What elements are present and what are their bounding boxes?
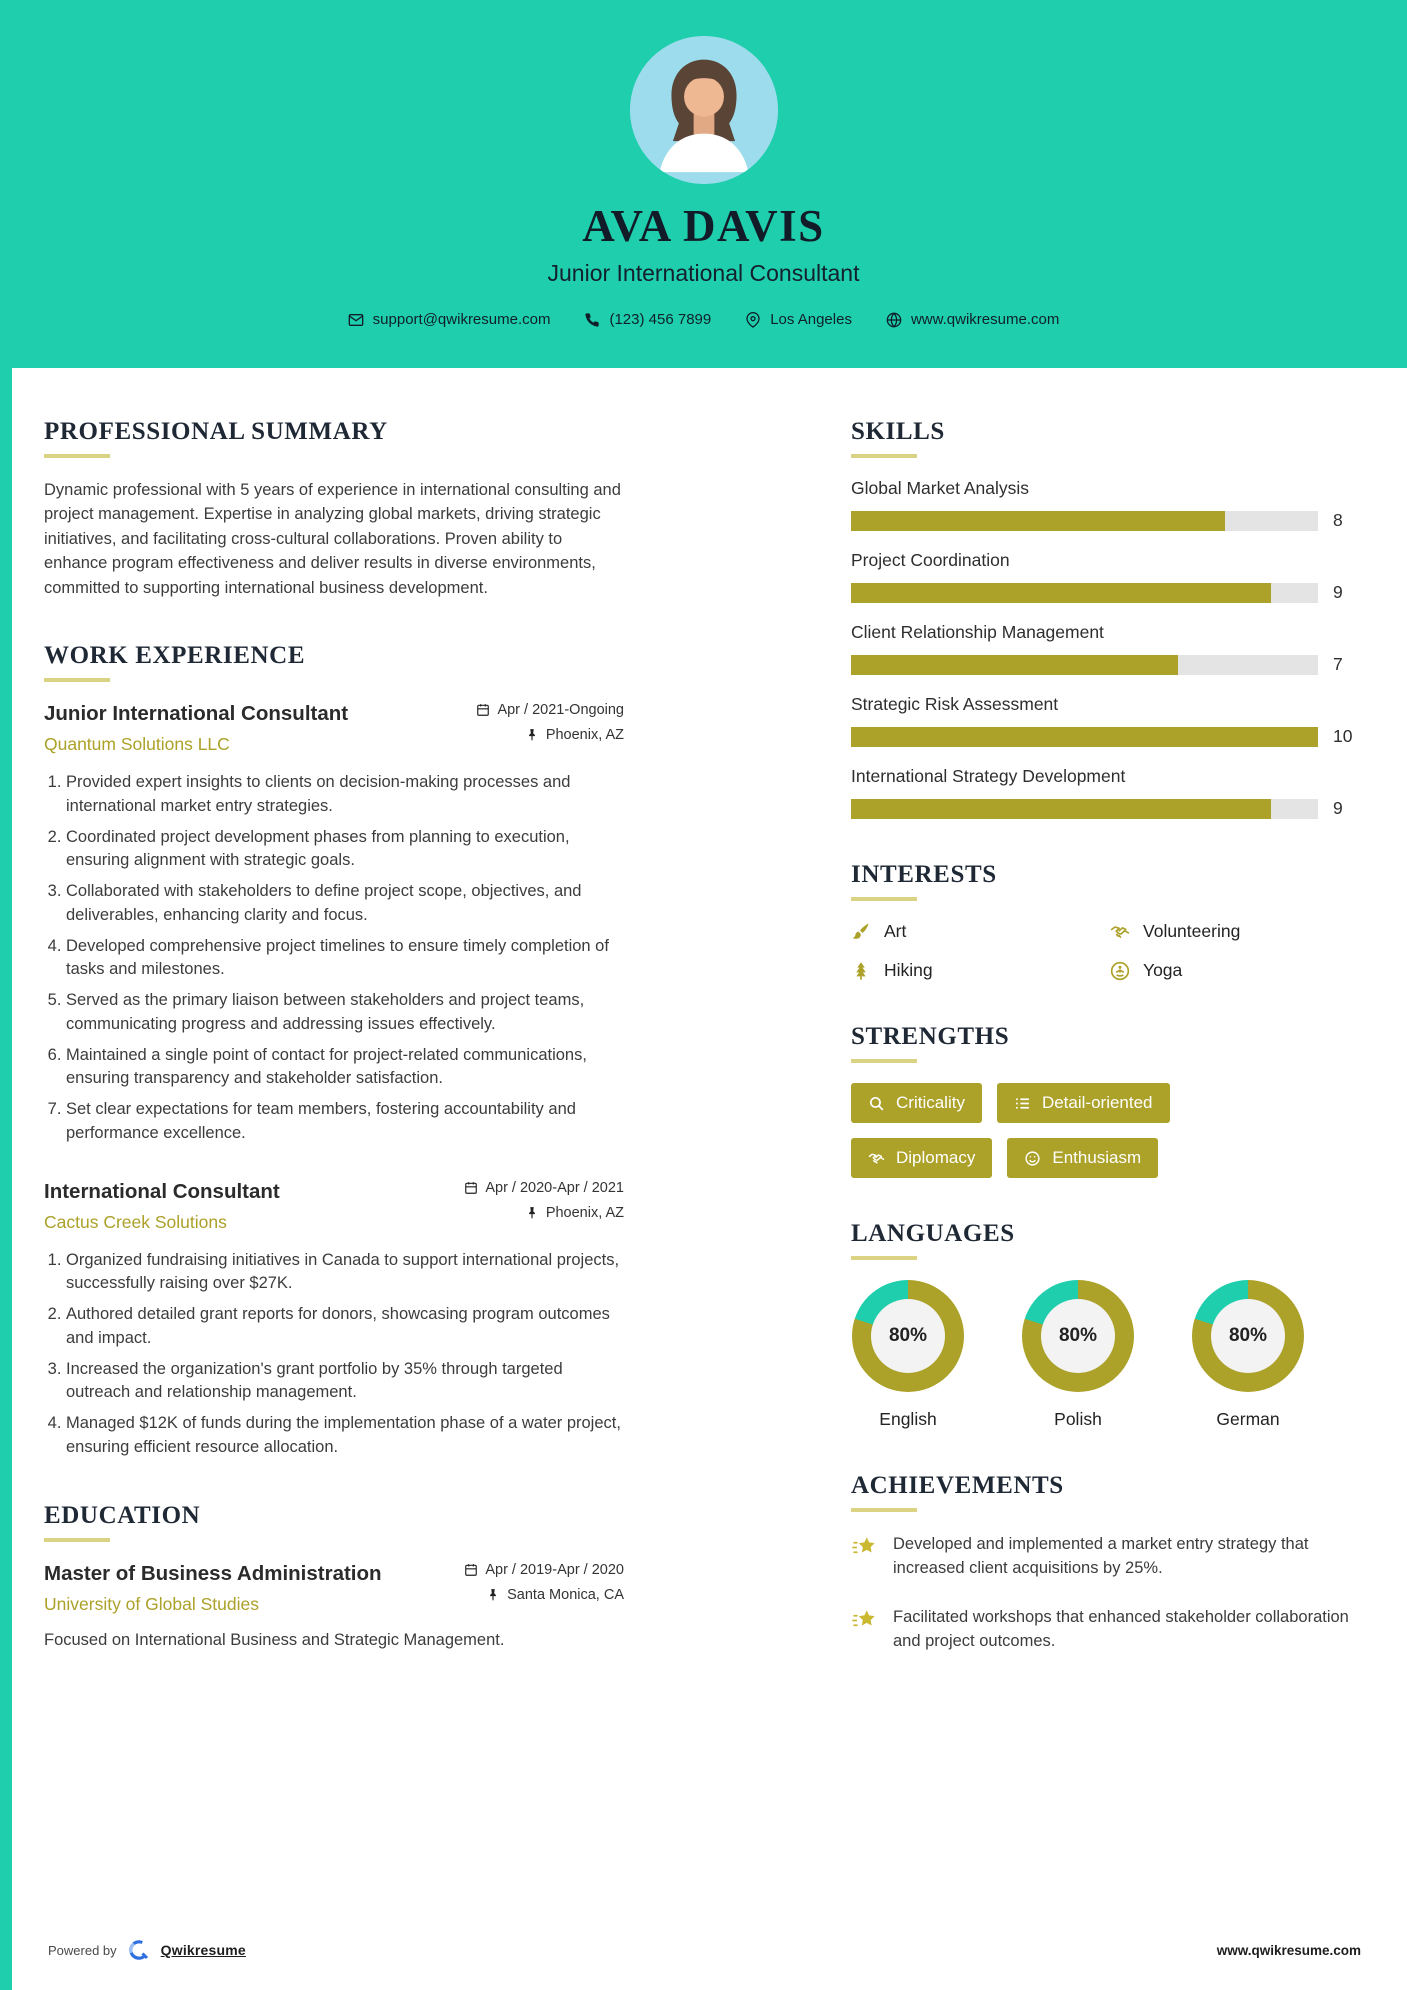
education-meta (464, 1562, 624, 1615)
job-location (464, 1205, 624, 1221)
achievements-heading: ACHIEVEMENTS (851, 1472, 1064, 1499)
job-title-block (44, 702, 348, 755)
heading-rule (851, 454, 917, 458)
job-company: Quantum Solutions LLC (44, 734, 230, 755)
skill-name: Project Coordination (851, 550, 1010, 570)
summary-heading: PROFESSIONAL SUMMARY (44, 418, 388, 445)
calendar-icon (464, 1563, 478, 1577)
heading-rule (44, 678, 110, 682)
job-dates-text: Apr / 2021-Ongoing (497, 702, 624, 719)
skill-item (851, 622, 1359, 675)
bullet: 3. Increased the organization's grant portfolio by 35% through targeted outreach and relationship management. (66, 1358, 624, 1406)
strength-label: Criticality (896, 1093, 965, 1112)
job-entry (44, 702, 624, 1146)
languages-heading: LANGUAGES (851, 1220, 1015, 1247)
skill-score: 8 (1333, 510, 1343, 530)
header (0, 0, 1407, 368)
skill-name: Global Market Analysis (851, 478, 1029, 498)
pine-tree-icon (851, 961, 871, 981)
bullet: 1. Organized fundraising initiatives in Canada to support international projects, successfully raising over $27K. (66, 1249, 624, 1297)
job-title-block (44, 1180, 280, 1233)
yoga-icon (1110, 961, 1130, 981)
interest-label: Volunteering (1143, 921, 1241, 941)
left-column (44, 418, 624, 1918)
language-name: English (879, 1409, 937, 1429)
language-english (851, 1280, 965, 1430)
brand-name[interactable]: Qwikresume (160, 1942, 246, 1958)
education-dates-text: Apr / 2019-Apr / 2020 (485, 1561, 624, 1578)
bullet: 1. Provided expert insights to clients on decision-making processes and international market entry strategies. (66, 771, 624, 819)
skill-score: 9 (1333, 582, 1343, 602)
achievement-text: Developed and implemented a market entry strategy that increased client acquisitions by 25%. (893, 1535, 1309, 1578)
strengths-row (851, 1083, 1359, 1123)
skill-score: 7 (1333, 654, 1343, 674)
interest-art (851, 921, 1100, 942)
section-strengths (851, 1023, 1359, 1178)
skill-score: 10 (1333, 726, 1353, 746)
job-location-text: Phoenix, AZ (545, 727, 624, 744)
contact-email-text: support@qwikresume.com (372, 311, 551, 328)
language-percent: 80% (871, 1299, 945, 1373)
skill-item (851, 694, 1359, 747)
interest-label: Yoga (1143, 960, 1183, 980)
contact-location (745, 311, 852, 328)
school-name: University of Global Studies (44, 1593, 259, 1614)
degree-title: Master of Business Administration (44, 1561, 382, 1585)
shooting-star-icon (851, 1534, 878, 1561)
job-bullets (44, 771, 624, 1146)
heading-rule (851, 1059, 917, 1063)
heading-rule (44, 454, 110, 458)
skill-track (851, 511, 1318, 531)
bullet: 2. Authored detailed grant reports for donors, showcasing program outcomes and impact. (66, 1303, 624, 1351)
education-location-text: Santa Monica, CA (507, 1586, 624, 1603)
handshake-icon (868, 1150, 885, 1167)
bullet: 4. Managed $12K of funds during the implementation phase of a water project, ensuring efficient resource allocation. (66, 1412, 624, 1460)
language-donut (852, 1280, 964, 1392)
language-name: Polish (1054, 1409, 1102, 1429)
skill-fill (851, 583, 1271, 603)
skill-item (851, 550, 1359, 603)
languages-row (851, 1280, 1359, 1430)
heading-rule (851, 897, 917, 901)
heading-rule (851, 1508, 917, 1512)
section-languages (851, 1220, 1359, 1430)
bullet: 6. Maintained a single point of contact for project-related communications, ensuring transparency and stakeholder satisfaction. (66, 1044, 624, 1092)
section-summary (44, 418, 624, 600)
section-education (44, 1502, 624, 1650)
left-accent-strip (0, 0, 12, 1990)
pushpin-icon (525, 1206, 539, 1220)
contact-website-text: www.qwikresume.com (910, 311, 1060, 328)
paintbrush-icon (851, 922, 871, 942)
job-location (476, 727, 624, 743)
interest-yoga (1110, 960, 1359, 981)
skill-fill (851, 799, 1271, 819)
contact-phone[interactable] (584, 311, 711, 328)
footer-brand[interactable] (48, 1938, 246, 1962)
search-icon (868, 1095, 885, 1112)
candidate-title: Junior International Consultant (547, 260, 860, 286)
job-title: International Consultant (44, 1179, 280, 1203)
job-dates-text: Apr / 2020-Apr / 2021 (485, 1179, 624, 1196)
heading-rule (851, 1256, 917, 1260)
achievement-item (851, 1605, 1359, 1654)
language-donut (1192, 1280, 1304, 1392)
achievement-item (851, 1532, 1359, 1581)
footer-website[interactable]: www.qwikresume.com (1216, 1942, 1361, 1958)
language-percent: 80% (1041, 1299, 1115, 1373)
section-interests (851, 861, 1359, 981)
job-dates (476, 702, 624, 718)
section-achievements (851, 1472, 1359, 1653)
content (0, 368, 1407, 1918)
skill-bar (851, 798, 1359, 819)
skill-track (851, 583, 1318, 603)
job-dates (464, 1180, 624, 1196)
qwikresume-logo-icon (127, 1938, 151, 1962)
contact-email[interactable] (348, 311, 551, 328)
skill-score: 9 (1333, 798, 1343, 818)
achievement-text: Facilitated workshops that enhanced stakeholder collaboration and project outcomes. (893, 1607, 1349, 1650)
strength-enthusiasm (1007, 1138, 1158, 1178)
interest-label: Art (884, 921, 907, 941)
strengths-heading: STRENGTHS (851, 1023, 1010, 1050)
strength-detail-oriented (997, 1083, 1170, 1123)
job-meta (464, 1180, 624, 1233)
language-polish (1021, 1280, 1135, 1430)
skill-bar (851, 726, 1359, 747)
bullet: 2. Coordinated project development phases from planning to execution, ensuring alignment with strategic goals. (66, 826, 624, 874)
skill-bar (851, 582, 1359, 603)
contact-phone-text: (123) 456 7899 (609, 311, 712, 328)
education-heading: EDUCATION (44, 1501, 201, 1529)
avatar (630, 36, 778, 184)
education-dates (464, 1562, 624, 1578)
language-percent: 80% (1211, 1299, 1285, 1373)
contact-website[interactable] (886, 311, 1059, 328)
shooting-star-icon (851, 1607, 878, 1634)
summary-text: Dynamic professional with 5 years of experience in international consulting and project management. Expertise in analyzing global markets, driving strategic initiatives, and facilitating cross-cultural collaborations. Proven ability to enhance program effectiveness and deliver results in diverse environments, committed to supporting international business development. (44, 481, 621, 597)
section-experience (44, 642, 624, 1460)
contact-row (0, 311, 1407, 328)
calendar-icon (464, 1181, 478, 1195)
language-donut (1022, 1280, 1134, 1392)
skill-item (851, 478, 1359, 531)
skill-track (851, 727, 1318, 747)
education-header (44, 1562, 624, 1615)
skill-fill (851, 727, 1318, 747)
candidate-name: AVA DAVIS (582, 201, 825, 251)
job-bullets (44, 1249, 624, 1460)
strength-criticality (851, 1083, 982, 1123)
envelope-icon (348, 312, 364, 328)
education-note: Focused on International Business and Strategic Management. (44, 1630, 505, 1649)
job-meta (476, 702, 624, 755)
interest-hiking (851, 960, 1100, 981)
footer (0, 1918, 1407, 1990)
interest-volunteering (1110, 921, 1359, 942)
pushpin-icon (486, 1588, 500, 1602)
interest-label: Hiking (884, 960, 933, 980)
pushpin-icon (525, 728, 539, 742)
job-company: Cactus Creek Solutions (44, 1211, 227, 1232)
strength-label: Detail-oriented (1041, 1093, 1153, 1112)
map-pin-icon (745, 312, 761, 328)
right-column (851, 418, 1359, 1918)
strengths-row (851, 1138, 1359, 1178)
skill-name: Client Relationship Management (851, 622, 1104, 642)
language-name: German (1216, 1409, 1280, 1429)
handshake-icon (1110, 922, 1130, 942)
skill-item (851, 766, 1359, 819)
bullet: 5. Served as the primary liaison between stakeholders and project teams, communicating progress and addressing issues effectively. (66, 989, 624, 1037)
skill-name: Strategic Risk Assessment (851, 694, 1059, 714)
skill-bar (851, 654, 1359, 675)
powered-by-text: Powered by (48, 1942, 117, 1958)
job-title: Junior International Consultant (44, 702, 349, 726)
contact-location-text: Los Angeles (770, 311, 852, 328)
bullet: 7. Set clear expectations for team members, fostering accountability and performance excellence. (66, 1098, 624, 1146)
list-icon (1014, 1095, 1031, 1112)
bullet: 3. Collaborated with stakeholders to define project scope, objectives, and deliverables, enhancing clarity and focus. (66, 880, 624, 928)
strength-label: Diplomacy (896, 1148, 976, 1167)
skill-fill (851, 511, 1225, 531)
phone-icon (584, 312, 600, 328)
job-entry (44, 1180, 624, 1460)
skill-track (851, 655, 1318, 675)
interests-heading: INTERESTS (851, 861, 997, 888)
skill-bar (851, 510, 1359, 531)
strength-label: Enthusiasm (1052, 1148, 1142, 1167)
skills-heading: SKILLS (851, 418, 945, 445)
globe-icon (886, 312, 902, 328)
strength-diplomacy (851, 1138, 992, 1178)
job-header (44, 1180, 624, 1233)
education-title-block (44, 1562, 382, 1615)
job-location-text: Phoenix, AZ (545, 1204, 624, 1221)
interests-grid (851, 921, 1359, 981)
skill-name: International Strategy Development (851, 766, 1126, 786)
smiley-icon (1024, 1150, 1041, 1167)
section-skills (851, 418, 1359, 819)
experience-heading: WORK EXPERIENCE (44, 642, 306, 670)
skill-track (851, 799, 1318, 819)
heading-rule (44, 1538, 110, 1542)
skill-fill (851, 655, 1178, 675)
calendar-icon (476, 703, 490, 717)
education-location (464, 1587, 624, 1603)
bullet: 4. Developed comprehensive project timelines to ensure timely completion of tasks and milestones. (66, 935, 624, 983)
job-header (44, 702, 624, 755)
language-german (1191, 1280, 1305, 1430)
